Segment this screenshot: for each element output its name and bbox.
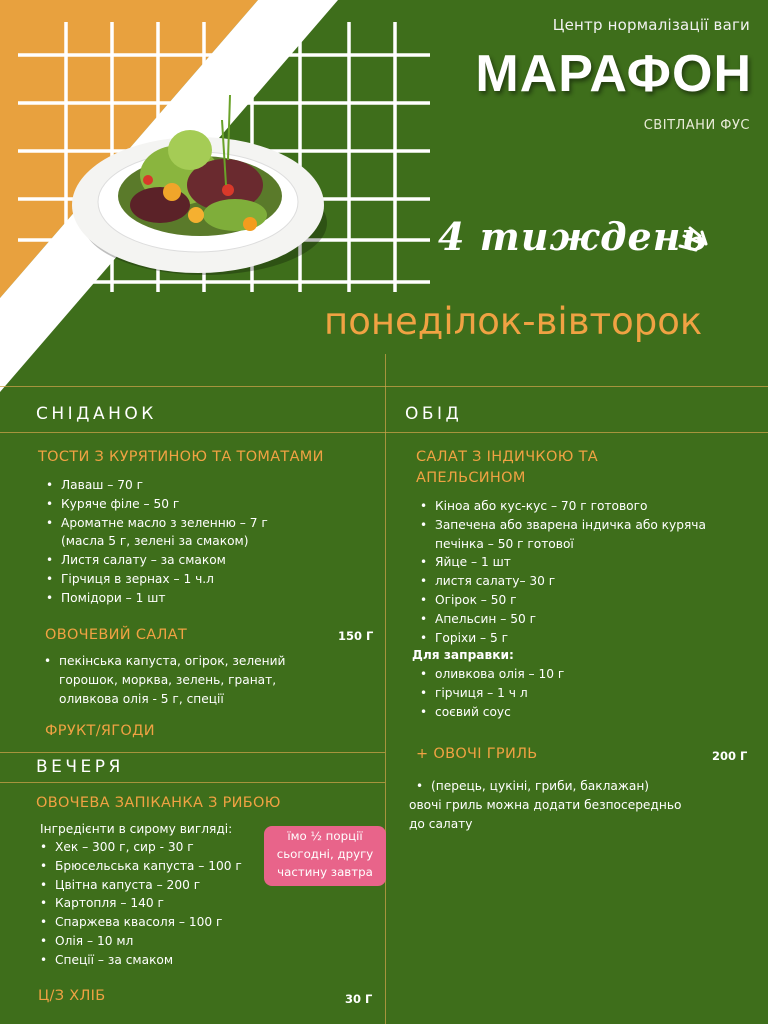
grill-note-line: овочі гриль можна додати безпосередньо <box>409 798 682 812</box>
dinner-ingredients <box>36 838 266 970</box>
list-item: • Листя салату – за смаком <box>42 551 372 570</box>
list-item: • Яйце – 1 шт <box>416 553 736 572</box>
divider-vertical <box>385 354 386 1024</box>
divider-dinner-top <box>0 752 385 753</box>
list-item: • (перець, цукіні, гриби, баклажан) <box>412 777 742 796</box>
dinner-dish-title: ОВОЧЕВА ЗАПІКАНКА З РИБОЮ <box>36 795 281 811</box>
vegetable-salad-title: ОВОЧЕВИЙ САЛАТ <box>45 627 188 643</box>
portion-note-line: сьогодні, другу <box>276 847 374 861</box>
list-item: • Помідори – 1 шт <box>42 589 372 608</box>
days-label: понеділок-вівторок <box>324 300 703 343</box>
list-item: • Спаржева квасоля – 100 г <box>36 913 266 932</box>
list-item: • пекінська капуста, огірок, зелений горошок, морква, зелень, гранат, оливкова олія - 5 г, спеції <box>40 652 300 708</box>
list-item: • Лаваш – 70 г <box>42 476 372 495</box>
list-item: • гірчиця – 1 ч л <box>416 684 716 703</box>
breakfast-dish-title: ТОСТИ З КУРЯТИНОЮ ТА ТОМАТАМИ <box>38 449 324 465</box>
lunch-ingredients <box>416 497 736 647</box>
list-item: • Хек – 300 г, сир - 30 г <box>36 838 266 857</box>
dinner-ingredients-intro: Інгредієнти в сирому вигляді: <box>40 822 233 836</box>
fruit-berries-title: ФРУКТ/ЯГОДИ <box>45 723 155 739</box>
list-item: • листя салату– 30 г <box>416 572 736 591</box>
divider-top <box>0 386 768 387</box>
dressing-label: Для заправки: <box>412 648 514 662</box>
lunch-title: ОБІД <box>405 404 463 424</box>
week-label: 4 тиждень <box>438 214 708 259</box>
page-title: МАРАФОН <box>475 45 752 103</box>
list-item: • Кіноа або кус-кус – 70 г готового <box>416 497 736 516</box>
grill-note-line: до салату <box>409 816 473 831</box>
divider-breakfast <box>0 432 768 433</box>
list-item: • оливкова олія – 10 г <box>416 665 716 684</box>
lunch-dish-title-line: САЛАТ З ІНДИЧКОЮ ТА <box>416 449 598 465</box>
divider-dinner-bottom <box>0 782 385 783</box>
portion-note-line: частину завтра <box>277 865 373 879</box>
lunch-dish-title-line: АПЕЛЬСИНОМ <box>416 470 526 486</box>
vegetable-salad-ingredients <box>40 652 300 708</box>
list-item: • соєвий соус <box>416 703 716 722</box>
dressing-ingredients <box>416 665 716 721</box>
lunch-dish-title <box>416 447 598 489</box>
grill-vegetables-title: + ОВОЧІ ГРИЛЬ <box>416 746 538 762</box>
list-item: • Огірок – 50 г <box>416 591 736 610</box>
list-item: • Горіхи – 5 г <box>416 629 736 648</box>
vegetable-salad-weight: 150 Г <box>338 629 374 643</box>
breakfast-ingredients <box>42 476 372 608</box>
list-item-text: Ароматне масло з зеленню – 7 г <box>61 515 268 530</box>
center-name: Центр нормалізації ваги <box>552 16 750 34</box>
list-item: • Олія – 10 мл <box>36 932 266 951</box>
grill-vegetables-ingredients <box>412 777 742 796</box>
list-item: • Гірчиця в зернах – 1 ч.л <box>42 570 372 589</box>
bread-title: Ц/З ХЛІБ <box>38 988 106 1004</box>
list-item: • Брюсельська капуста – 100 г <box>36 857 266 876</box>
author-name: СВІТЛАНИ ФУС <box>643 118 750 133</box>
grill-vegetables-weight: 200 Г <box>712 749 748 763</box>
list-item: • Цвітна капуста – 200 г <box>36 876 266 895</box>
list-item: • Спеції – за смаком <box>36 951 266 970</box>
list-item: • Картопля – 140 г <box>36 894 266 913</box>
breakfast-title: СНІДАНОК <box>36 404 157 424</box>
portion-note-badge <box>264 826 386 886</box>
dinner-title: ВЕЧЕРЯ <box>36 757 124 777</box>
list-item: • Апельсин – 50 г <box>416 610 736 629</box>
list-item <box>42 514 372 552</box>
grill-note <box>409 796 681 834</box>
list-item: • Запечена або зварена індичка або куряча печінка – 50 г готової <box>416 516 736 554</box>
list-item-note: (масла 5 г, зелені за смаком) <box>61 534 249 549</box>
list-item: • Куряче філе – 50 г <box>42 495 372 514</box>
bread-weight: 30 Г <box>345 992 373 1006</box>
portion-note-line: їмо ½ порції <box>287 829 363 843</box>
